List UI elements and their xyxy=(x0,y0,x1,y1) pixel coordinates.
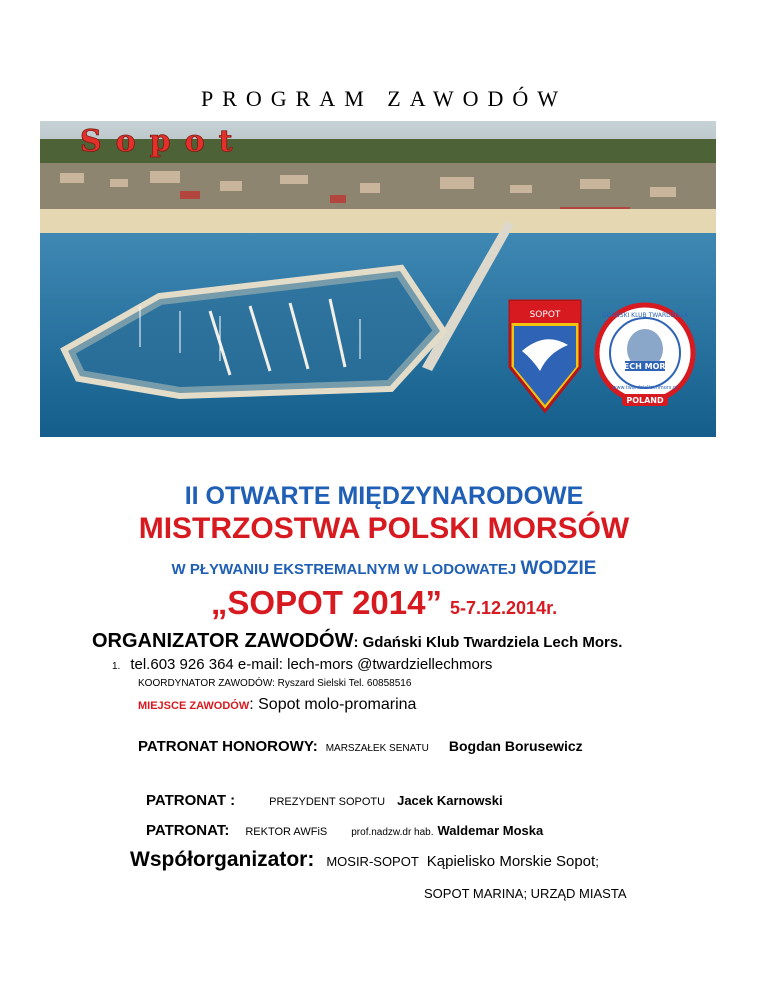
event-line-1: II OTWARTE MIĘDZYNARODOWE xyxy=(184,482,584,510)
organizer-line xyxy=(92,630,622,653)
event-line-3-main: W PŁYWANIU EKSTREMALNYM W LODOWATEJ xyxy=(171,561,517,578)
venue-label: MIEJSCE ZAWODÓW xyxy=(138,700,250,712)
event-line-3 xyxy=(0,558,768,580)
sopot-aerial-photo xyxy=(40,121,716,437)
sopot-banner-text: Sopot xyxy=(80,124,247,159)
coorganizer-line-2: SOPOT MARINA; URZĄD MIASTA xyxy=(424,886,627,901)
event-name-line xyxy=(0,584,768,622)
coordinator-line: KOORDYNATOR ZAWODÓW: Ryszard Sielski Tel. 60858516 xyxy=(138,678,412,689)
honorary-name: Bogdan Borusewicz xyxy=(448,738,583,754)
organizer-label: ORGANIZATOR ZAWODÓW xyxy=(92,630,354,652)
event-dates: 5-7.12.2014r. xyxy=(450,598,558,618)
honorary-role: MARSZAŁEK SENATU xyxy=(325,743,429,754)
patronage-2-role: REKTOR AWFiS xyxy=(245,826,328,838)
patronage-2-role2: prof.nadzw.dr hab. xyxy=(351,827,434,838)
patronage-1-role: PREZYDENT SOPOTU xyxy=(269,796,386,808)
event-line-3-tail: WODZIE xyxy=(520,558,597,579)
coorganizer-org2: Kąpielisko Morskie Sopot xyxy=(426,853,596,870)
patronage-1-name: Jacek Karnowski xyxy=(397,793,503,808)
contact-number: 1. xyxy=(112,661,121,672)
crest-caption: SOPOT xyxy=(529,310,561,320)
badge-bottom: POLAND xyxy=(626,396,664,405)
honorary-patronage-line xyxy=(138,738,583,755)
coorganizer-org1: MOSIR-SOPOT xyxy=(326,854,419,869)
venue-line xyxy=(138,696,416,714)
badge-text-top: GDAŃSKI KLUB TWARDZIELA xyxy=(602,312,688,319)
patronage-2-label: PATRONAT: xyxy=(146,822,230,839)
patronage-line-1 xyxy=(146,792,503,809)
venue-value: : Sopot molo-promarina xyxy=(249,696,417,713)
patronage-2-name: Waldemar Moska xyxy=(437,823,544,838)
coorganizer-org2-punct: ; xyxy=(595,854,599,869)
patronage-line-2 xyxy=(146,822,543,839)
event-name: „SOPOT 2014” xyxy=(210,584,442,621)
organizer-value: : Gdański Klub Twardziela Lech Mors. xyxy=(353,634,623,651)
badge-center: LECH MORS xyxy=(618,362,672,371)
coorganizer-line xyxy=(130,848,599,872)
patronage-1-label: PATRONAT : xyxy=(146,792,236,809)
event-line-2: MISTRZOSTWA POLSKI MORSÓW xyxy=(138,512,630,545)
badge-url: www.twardziellechmors.pl xyxy=(612,385,678,391)
coorganizer-label: Współorganizator: xyxy=(130,848,315,871)
contact-text: tel.603 926 364 e-mail: lech-mors @twardziellechmors xyxy=(130,656,493,673)
program-title: PROGRAM ZAWODÓW xyxy=(200,86,568,111)
honorary-label: PATRONAT HONOROWY: xyxy=(138,738,318,755)
contact-line xyxy=(112,656,492,673)
